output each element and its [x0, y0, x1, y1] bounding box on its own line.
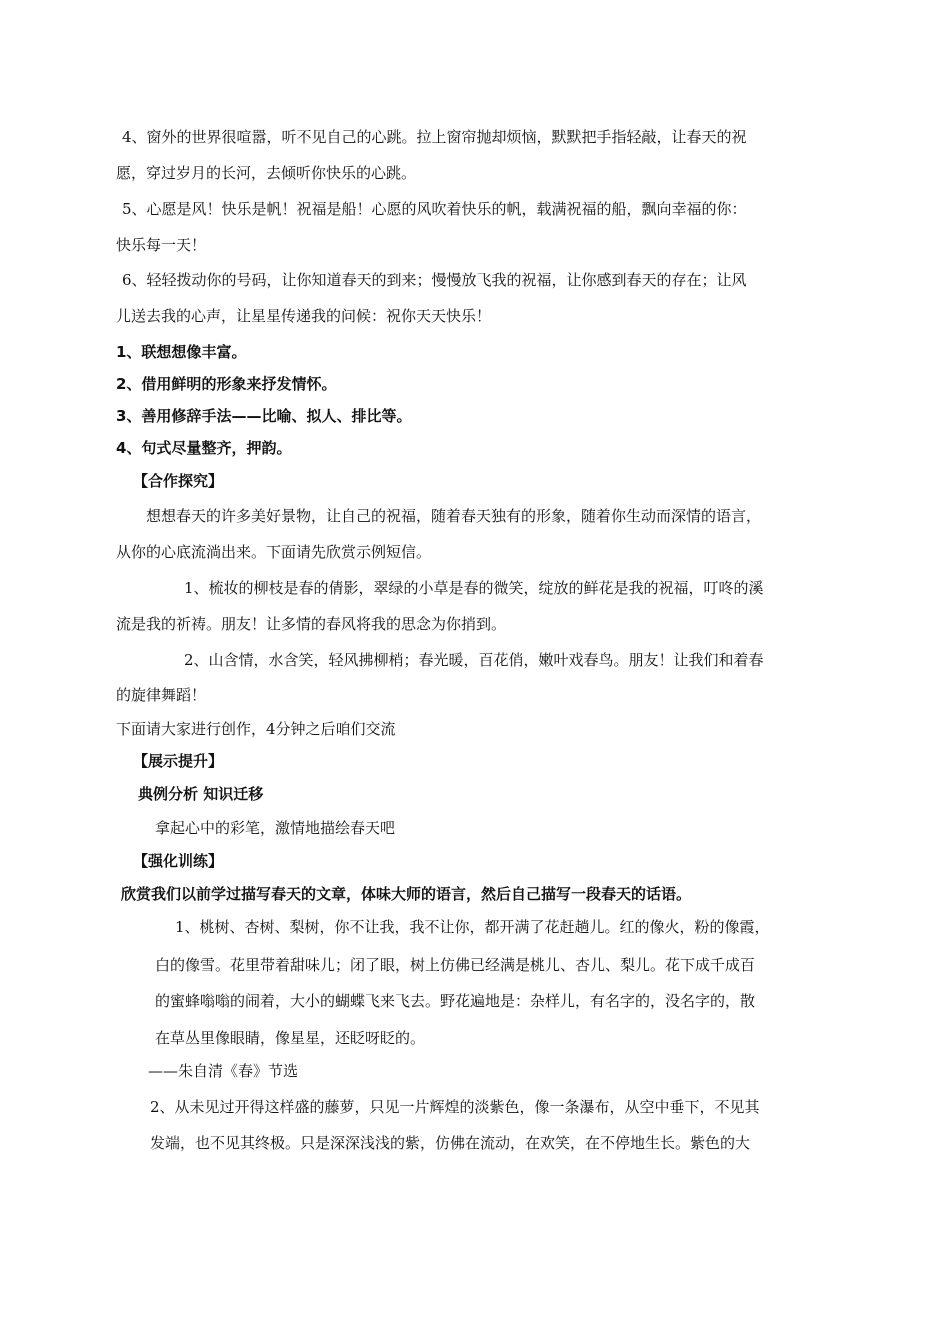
show-line: 拿起心中的彩笔，激情地描绘春天吧	[155, 819, 396, 837]
passage-1-line-3: 的蜜蜂嗡嗡的闹着，大小的蝴蝶飞来飞去。野花遍地是：杂样儿，有名字的，没名字的，散	[155, 992, 756, 1010]
wish-4-line-1: 4、窗外的世界很喧嚣，听不见自己的心跳。拉上窗帘抛却烦恼，默默把手指轻敲，让春天的祝	[122, 128, 747, 146]
passage-2-line-1: 2、从未见过开得这样盛的藤萝，只见一片辉煌的淡紫色，像一条瀑布，从空中垂下，不见其	[150, 1098, 760, 1116]
passage-1-source: ——朱自清《春》节选	[148, 1062, 299, 1080]
wish-5-line-2: 快乐每一天！	[116, 236, 207, 254]
tip-3: 3、善用修辞手法——比喻、拟人、排比等。	[116, 407, 412, 425]
wish-4-line-2: 愿，穿过岁月的长河，去倾听你快乐的心跳。	[116, 164, 417, 182]
train-instruction: 欣赏我们以前学过描写春天的文章，体味大师的语言，然后自己描写一段春天的话语。	[121, 885, 692, 903]
section-heading-train: 【强化训练】	[133, 852, 224, 870]
show-subheading: 典例分析 知识迁移	[138, 785, 264, 803]
example-1-line-2: 流是我的祈祷。朋友！让多情的春风将我的思念为你捎到。	[116, 615, 507, 633]
wish-5-line-1: 5、心愿是风！快乐是帆！祝福是船！心愿的风吹着快乐的帆，载满祝福的船，飘向幸福的你：	[122, 200, 747, 218]
passage-1-line-2: 白的像雪。花里带着甜味儿；闭了眼，树上仿佛已经满是桃儿、杏儿、梨儿。花下成千成百	[155, 956, 756, 974]
wish-6-line-2: 儿送去我的心声，让星星传递我的问候：祝你天天快乐！	[116, 307, 492, 325]
coop-task: 下面请大家进行创作，4分钟之后咱们交流	[116, 720, 396, 738]
section-heading-coop: 【合作探究】	[133, 472, 224, 490]
passage-2-line-2: 发端，也不见其终极。只是深深浅浅的紫，仿佛在流动，在欢笑，在不停地生长。紫色的大	[150, 1134, 751, 1152]
coop-intro-line-1: 想想春天的许多美好景物，让自己的祝福，随着春天独有的形象，随着你生动而深情的语言，	[146, 507, 762, 525]
section-heading-show: 【展示提升】	[133, 752, 224, 770]
example-2-line-2: 的旋律舞蹈！	[116, 686, 207, 704]
coop-intro-line-2: 从你的心底流淌出来。下面请先欣赏示例短信。	[116, 543, 432, 561]
tip-2: 2、借用鲜明的形象来抒发情怀。	[116, 375, 337, 393]
tip-4: 4、句式尽量整齐，押韵。	[116, 439, 292, 457]
tip-1: 1、联想想像丰富。	[116, 343, 247, 361]
passage-1-line-4: 在草丛里像眼睛，像星星，还眨呀眨的。	[155, 1029, 426, 1047]
example-2-line-1: 2、山含情，水含笑，轻风拂柳梢；春光暖，百花俏，嫩叶戏春鸟。朋友！让我们和着春	[184, 651, 764, 669]
passage-1-line-1: 1、桃树、杏树、梨树，你不让我，我不让你，都开满了花赶趟儿。红的像火，粉的像霞，	[175, 918, 770, 936]
example-1-line-1: 1、梳妆的柳枝是春的倩影，翠绿的小草是春的微笑，绽放的鲜花是我的祝福，叮咚的溪	[184, 579, 764, 597]
wish-6-line-1: 6、轻轻拨动你的号码，让你知道春天的到来；慢慢放飞我的祝福，让你感到春天的存在；让风	[122, 271, 747, 289]
